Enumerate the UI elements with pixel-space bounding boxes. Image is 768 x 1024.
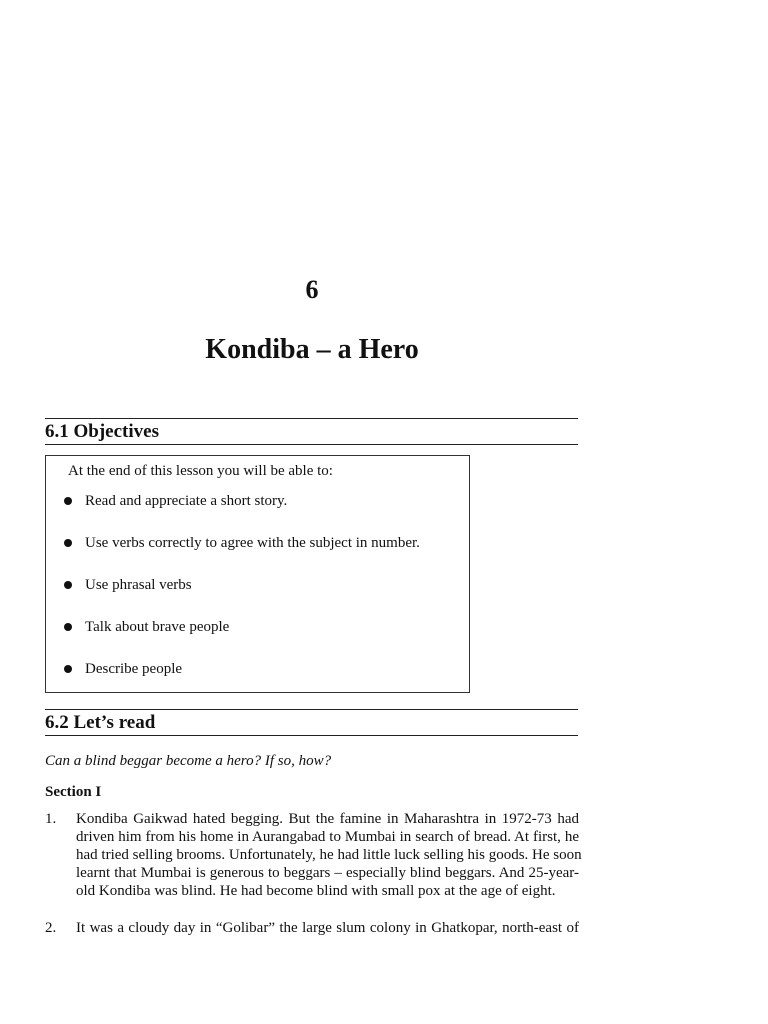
paragraph-text	[76, 810, 582, 900]
paragraph-line: It was a cloudy day in “Golibar” the large slum colony in Ghatkopar, north-east of	[76, 920, 579, 936]
objectives-heading: 6.1 Objectives	[45, 418, 578, 445]
paragraph-number: 2.	[45, 920, 57, 936]
paragraph-text	[76, 919, 579, 937]
bullet-icon	[64, 581, 72, 589]
bullet-icon	[64, 497, 72, 505]
section-label: Section I	[45, 784, 102, 800]
guiding-question: Can a blind beggar become a hero? If so, how?	[45, 753, 332, 769]
paragraph-line: driven him from his home in Aurangabad to Mumbai in search of bread. At first, he	[76, 829, 579, 845]
chapter-number: 6	[305, 275, 319, 304]
objective-text: Use phrasal verbs	[85, 577, 192, 593]
objective-text: Read and appreciate a short story.	[85, 493, 288, 509]
paragraph-line: Kondiba Gaikwad hated begging. But the famine in Maharashtra in 1972-73 had	[76, 811, 579, 827]
paragraph-line: learnt that Mumbai is generous to beggars – especially blind beggars. And 25-year-	[76, 865, 579, 881]
paragraph-number: 1.	[45, 811, 57, 827]
lets-read-heading: 6.2 Let’s read	[45, 709, 578, 736]
objectives-box	[45, 455, 470, 693]
bullet-icon	[64, 665, 72, 673]
chapter-title: Kondiba – a Hero	[205, 334, 419, 365]
bullet-icon	[64, 539, 72, 547]
objective-text: Talk about brave people	[85, 619, 230, 635]
objectives-intro: At the end of this lesson you will be able to:	[68, 463, 333, 479]
paragraph-line: had tried selling brooms. Unfortunately, he had little luck selling his goods. He soon	[76, 847, 582, 863]
objective-text: Use verbs correctly to agree with the subject in number.	[85, 535, 420, 551]
paragraph-line: old Kondiba was blind. He had become blind with small pox at the age of eight.	[76, 883, 556, 899]
objective-text: Describe people	[85, 661, 183, 677]
bullet-icon	[64, 623, 72, 631]
